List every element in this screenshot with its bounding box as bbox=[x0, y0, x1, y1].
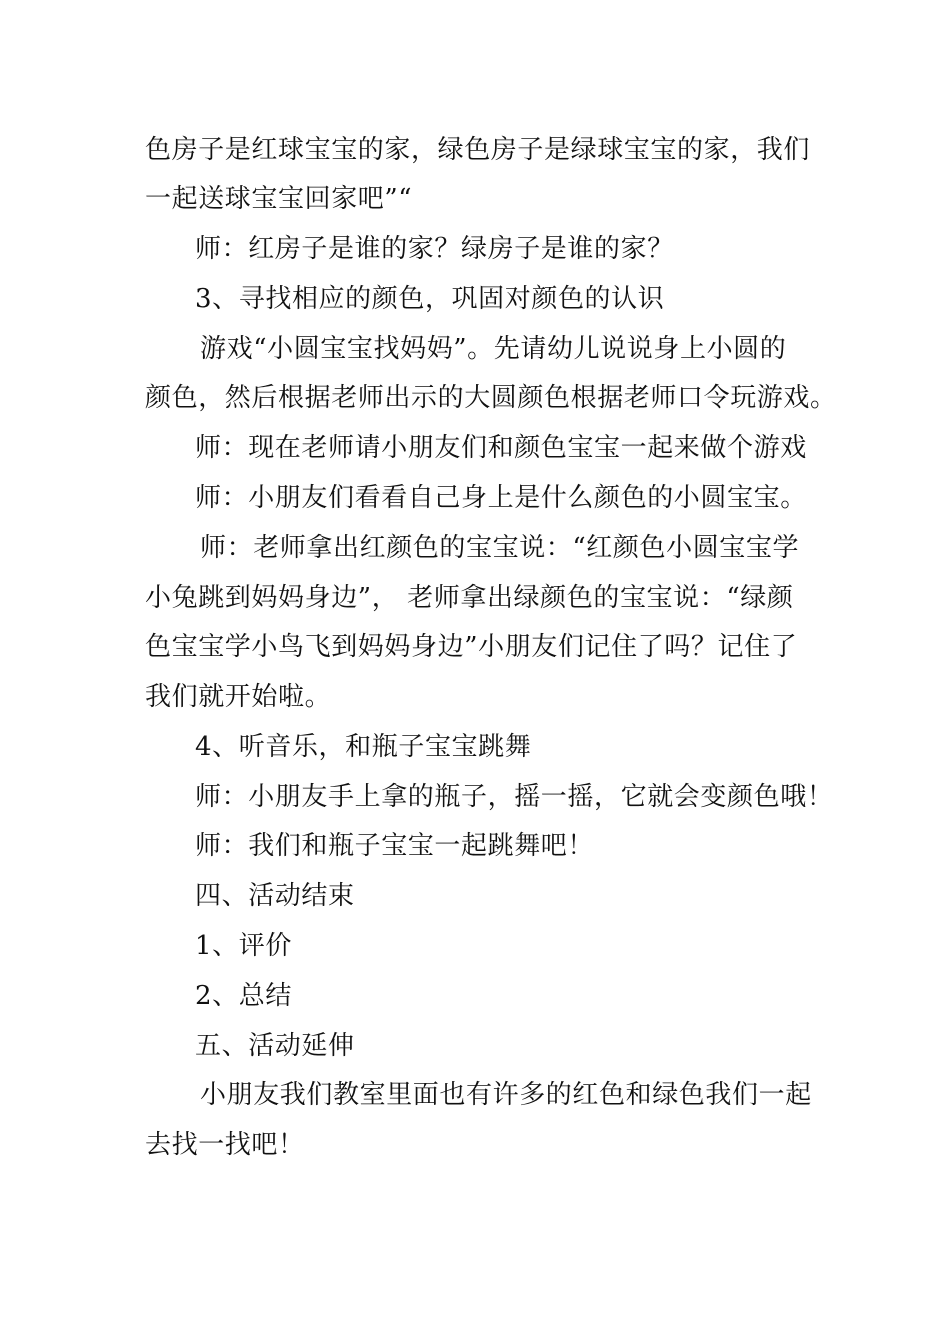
text-line: 师：我们和瓶子宝宝一起跳舞吧！ bbox=[195, 831, 595, 861]
text-line: 师：小朋友手上拿的瓶子，摇一摇，它就会变颜色哦！ bbox=[195, 782, 834, 812]
text-line: 师：红房子是谁的家？绿房子是谁的家？ bbox=[195, 234, 674, 264]
text-line: 小兔跳到妈妈身边”， 老师拿出绿颜色的宝宝说：“绿颜 bbox=[145, 583, 794, 613]
list-item: 1、评价 bbox=[195, 931, 292, 961]
text-line: 去找一找吧！ bbox=[145, 1130, 305, 1160]
text-line: 色房子是红球宝宝的家，绿色房子是绿球宝宝的家，我们 bbox=[145, 135, 811, 165]
text-line: 师：现在老师请小朋友们和颜色宝宝一起来做个游戏 bbox=[195, 433, 807, 463]
list-item: 2、总结 bbox=[195, 981, 292, 1011]
section-heading: 4、听音乐，和瓶子宝宝跳舞 bbox=[195, 732, 532, 762]
text-line: 师：小朋友们看看自己身上是什么颜色的小圆宝宝。 bbox=[195, 483, 807, 513]
text-line: 小朋友我们教室里面也有许多的红色和绿色我们一起 bbox=[200, 1080, 812, 1110]
text-line: 一起送球宝宝回家吧”“ bbox=[145, 184, 413, 214]
text-line: 颜色，然后根据老师出示的大圆颜色根据老师口令玩游戏。 bbox=[145, 383, 837, 413]
section-heading: 四、活动结束 bbox=[195, 881, 355, 911]
text-line: 我们就开始啦。 bbox=[145, 682, 332, 712]
text-line: 游戏“小圆宝宝找妈妈”。先请幼儿说说身上小圆的 bbox=[200, 334, 787, 364]
section-heading: 五、活动延伸 bbox=[195, 1031, 355, 1061]
section-heading: 3、寻找相应的颜色，巩固对颜色的认识 bbox=[195, 284, 665, 314]
text-line: 师：老师拿出红颜色的宝宝说：“红颜色小圆宝宝学 bbox=[200, 533, 800, 563]
text-line: 色宝宝学小鸟飞到妈妈身边”小朋友们记住了吗？记住了 bbox=[145, 632, 798, 662]
